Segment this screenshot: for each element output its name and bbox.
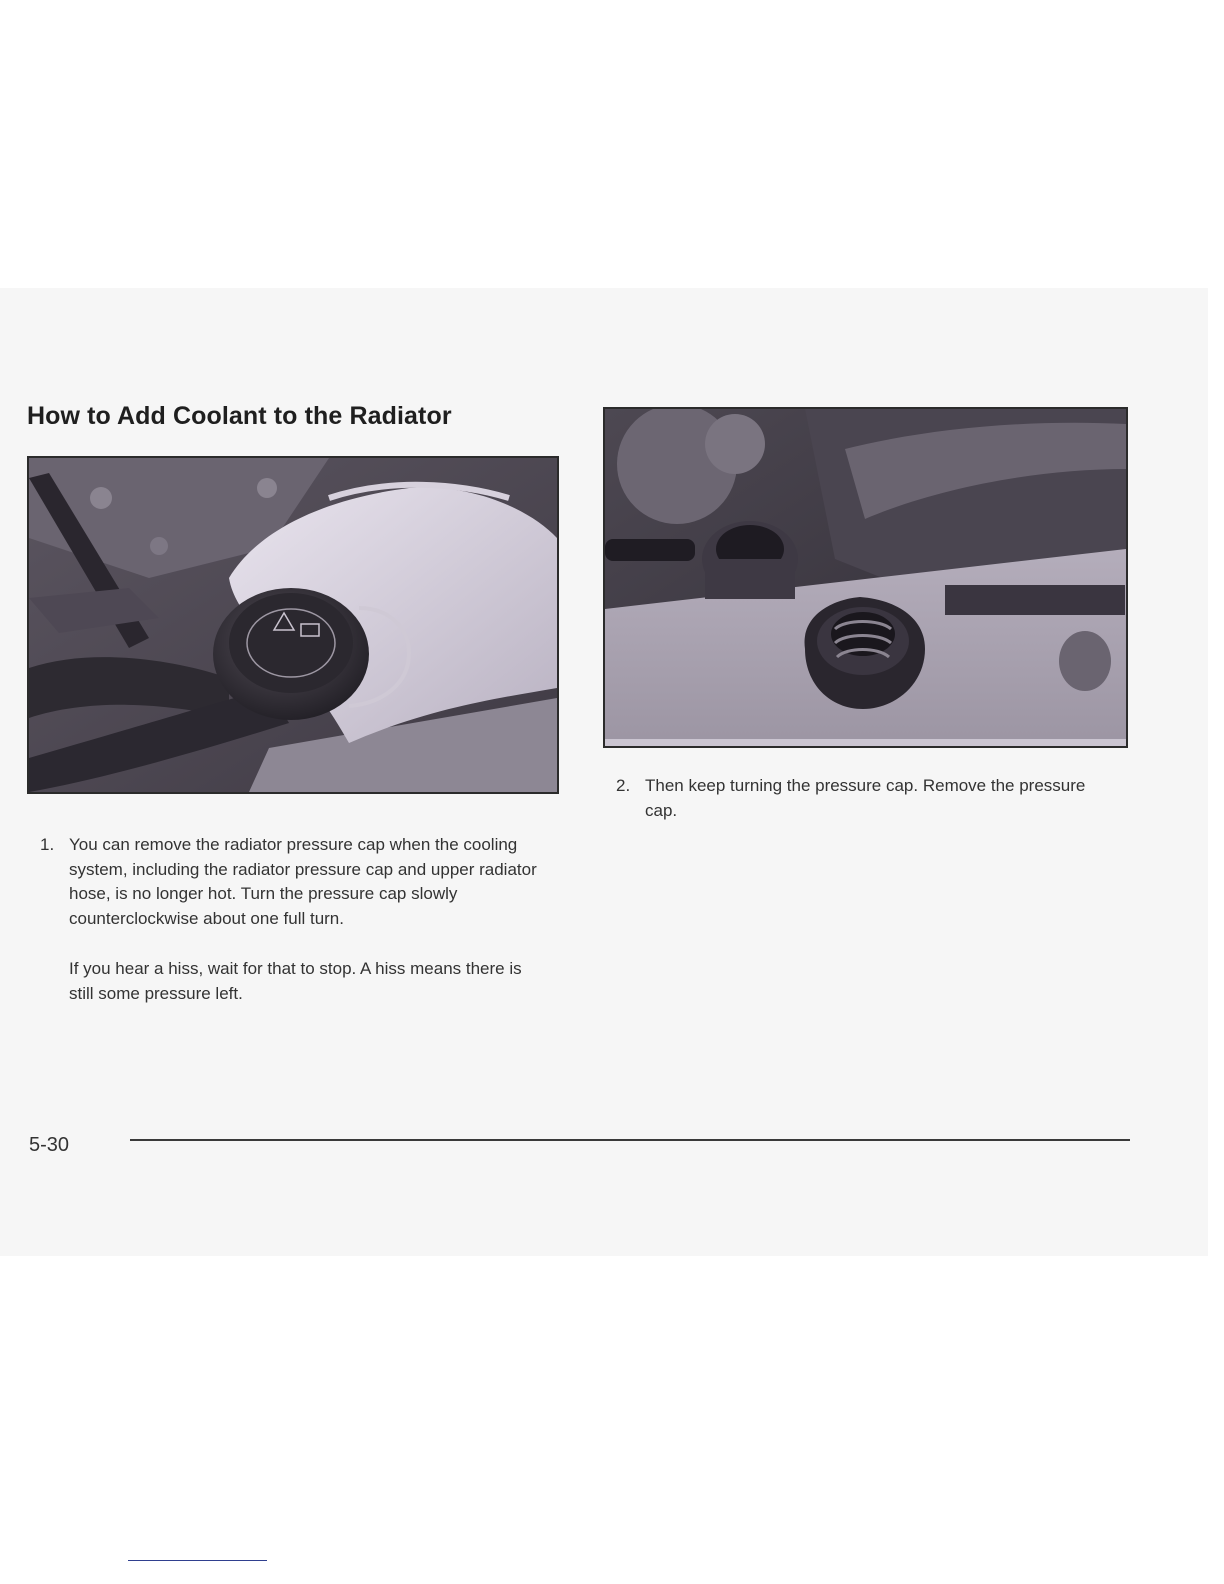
radiator-cap-hand-illustration bbox=[29, 458, 557, 792]
page-title: How to Add Coolant to the Radiator bbox=[27, 402, 452, 430]
step-2-text: Then keep turning the pressure cap. Remove the pressure cap. bbox=[645, 776, 1086, 820]
footer-rule bbox=[130, 1139, 1130, 1141]
step-2-number: 2. bbox=[616, 776, 631, 795]
step-1-number: 1. bbox=[40, 835, 55, 854]
filler-neck-illustration bbox=[605, 409, 1126, 746]
step-1-text: You can remove the radiator pressure cap when the cooling system, including the radiator pressure cap and upper radiator hose, is no longer hot. Turn the pressure cap slowly counterclockwise about one full turn. bbox=[69, 835, 537, 928]
open-radiator-filler-neck-photo bbox=[603, 407, 1128, 748]
step-1-note-text: If you hear a hiss, wait for that to stop. A hiss means there is still some pressure left. bbox=[69, 959, 522, 1003]
step-1-note bbox=[69, 957, 529, 1006]
page-number: 5-30 bbox=[29, 1134, 70, 1156]
bottom-underline bbox=[128, 1560, 267, 1561]
radiator-cap-hand-photo bbox=[27, 456, 559, 794]
